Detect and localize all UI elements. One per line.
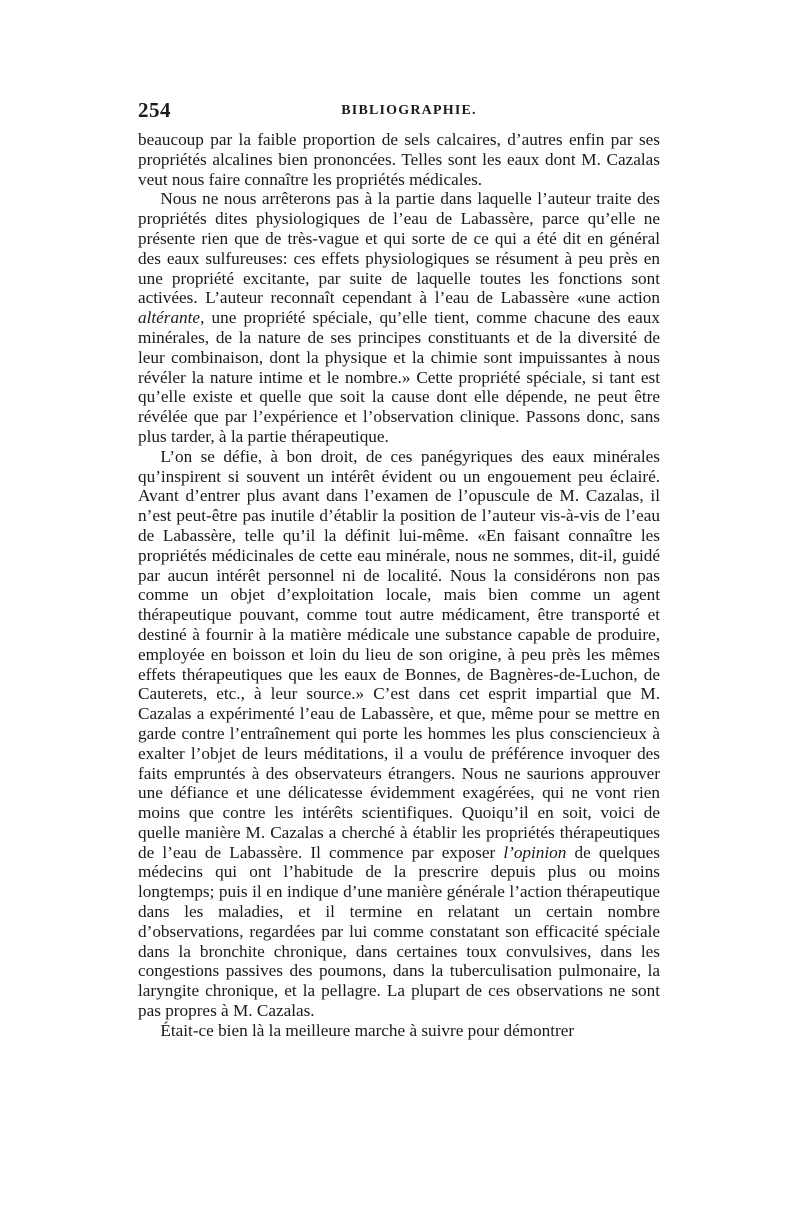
text-run: Nous ne nous arrêterons pas à la partie dans laquelle l’auteur traite des propriétés dites physiologiques de l’eau de Labassère, parce qu’elle ne présente rien que de très-vague et qui sorte de ce qui a été dit en général des eaux sulfureuses: ces effets physiologiques se résument à peu près en une propriété excitante, par suite de laquelle toutes les fonctions sont activées. L’auteur reconnaît cependant à l’eau de Labassère «une action <box>138 189 660 308</box>
italic-term: l’opinion <box>503 842 567 862</box>
paragraph <box>138 447 660 1021</box>
paragraph <box>138 130 660 189</box>
text-run: beaucoup par la faible proportion de sels calcaires, d’autres enfin par ses propriétés alcalines bien prononcées. Telles sont les eaux dont M. Cazalas veut nous faire connaître les propriétés médicales. <box>138 130 660 189</box>
section-title: BIBLIOGRAPHIE. <box>341 103 477 118</box>
page-number: 254 <box>138 98 171 122</box>
running-header <box>138 98 660 126</box>
paragraph <box>138 189 660 446</box>
paragraph <box>138 1021 660 1041</box>
italic-term: altérante <box>138 308 201 328</box>
text-run: , une propriété spéciale, qu’elle tient, comme chacune des eaux minérales, de la nature de ses principes constituants et de la diversité de leur combinaison, dont la physique et la chimie sont impuissantes à nous révéler la nature intime et le nombre.» Cette propriété spéciale, si tant est qu’elle existe et quelle que soit la cause dont elle dépende, ne peut être révélée que par l’expérience et l’observation clinique. Passons donc, sans plus tarder, à la partie thérapeutique. <box>138 308 660 446</box>
text-run: L’on se défie, à bon droit, de ces panégyriques des eaux minérales qu’inspirent si souvent un intérêt évident ou un engouement peu éclairé. Avant d’entrer plus avant dans l’examen de l’opuscule de M. Cazalas, il n’est peut-être pas inutile d’établir la position de l’auteur vis-à-vis de l’eau de Labassère, telle qu’il la définit lui-même. «En faisant connaître les propriétés médicinales de cette eau minérale, nous ne sommes, dit-il, guidé par aucun intérêt personnel ni de localité. Nous la considérons non pas comme un objet d’exploitation locale, mais bien comme un agent thérapeutique pouvant, comme tout autre médicament, être transporté et destiné à fournir à la matière médicale une substance capable de produire, employée en boisson et loin du lieu de son origine, à peu près les mêmes effets thérapeutiques que les eaux de Bonnes, de Bagnères-de-Luchon, de Cauterets, etc., à leur source.» C’est dans cet esprit impartial que M. Cazalas a expérimenté l’eau de Labassère, et que, même pour se mettre en garde contre l’entraînement qui porte les hommes les plus consciencieux à exalter l’objet de leurs méditations, il a voulu de préférence invoquer des faits empruntés à des observateurs étrangers. Nous ne saurions approuver une défiance et une délicatesse évidemment exagérées, qui ne vont rien moins que contre les intérêts scientifiques. Quoiqu’il en soit, voici de quelle manière M. Cazalas a cherché à établir les propriétés thérapeutiques de l’eau de Labassère. Il commence par exposer <box>138 446 660 862</box>
text-run: de quelques médecins qui ont l’habitude de la prescrire depuis plus ou moins longtemps; puis il en indique d’une manière générale l’action thérapeutique dans les maladies, et il termine en relatant un certain nombre d’observations, regardées par lui comme constatant son efficacité spéciale dans la bronchite chronique, dans certaines toux convulsives, dans les congestions passives des poumons, dans la tuberculisation pulmonaire, la laryngite chronique, et la pellagre. La plupart de ces observations ne sont pas propres à M. Cazalas. <box>138 842 660 1021</box>
book-page <box>138 98 660 1041</box>
body-text <box>138 130 660 1041</box>
text-run: Était-ce bien là la meilleure marche à suivre pour démontrer <box>160 1020 575 1040</box>
